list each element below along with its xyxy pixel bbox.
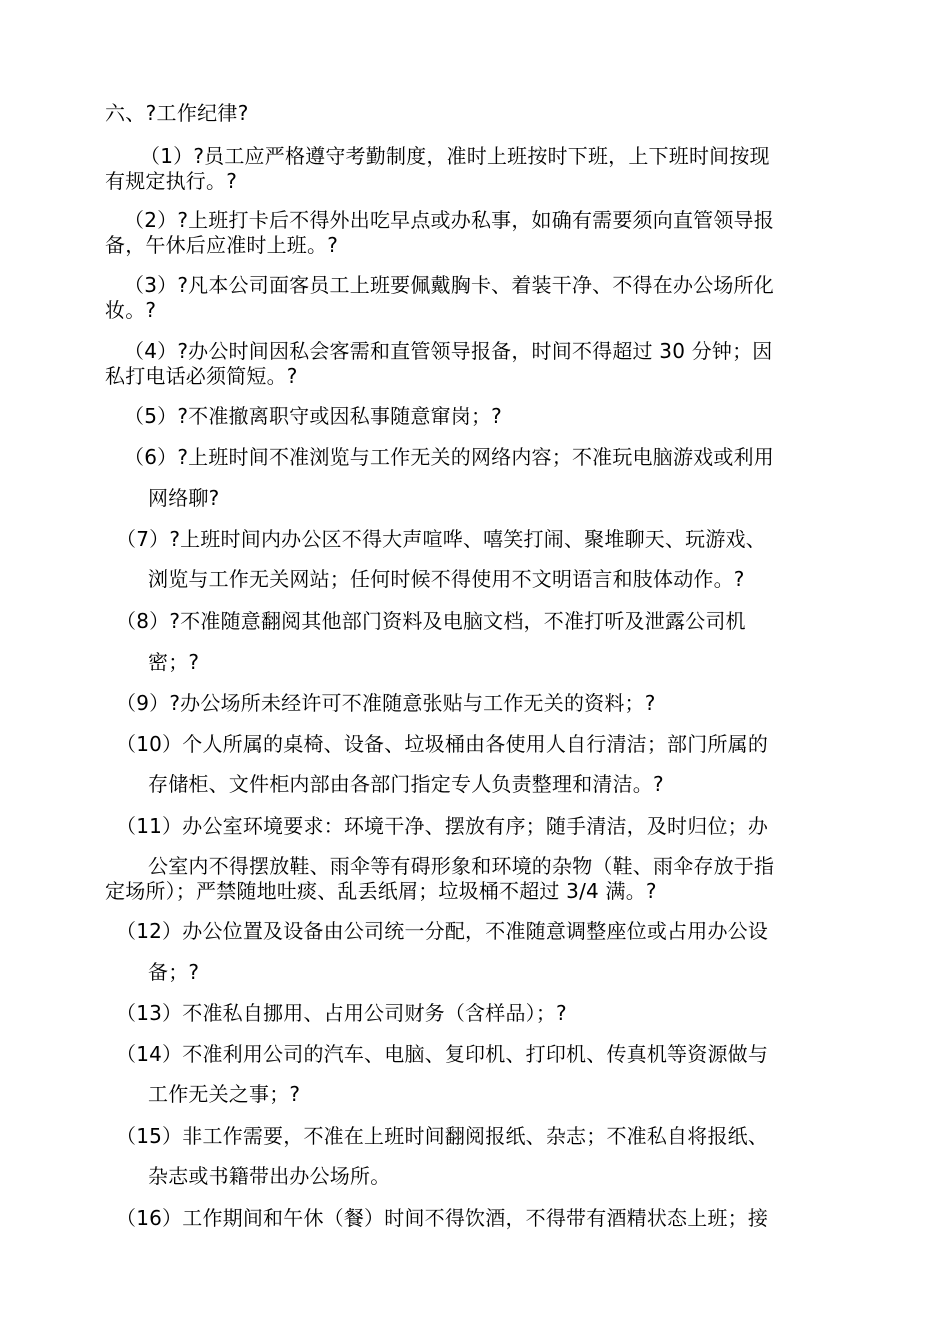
rule-13: （13）不准私自挪用、占用公司财务（含样品）；? xyxy=(116,1001,567,1025)
rule-11-line-1: （11）办公室环境要求：环境干净、摆放有序；随手清洁，及时归位；办 xyxy=(116,814,769,838)
rule-4-line-2: 私打电话必须简短。? xyxy=(105,364,298,388)
rule-9: （9）?办公场所未经许可不准随意张贴与工作无关的资料；? xyxy=(116,691,656,715)
rule-3-line-1: （3）?凡本公司面客员工上班要佩戴胸卡、着装干净、不得在办公场所化 xyxy=(124,273,774,297)
rule-4-line-1: （4）?办公时间因私会客需和直管领导报备，时间不得超过 30 分钟；因 xyxy=(124,339,773,363)
rule-12-line-1: （12）办公位置及设备由公司统一分配，不准随意调整座位或占用办公设 xyxy=(116,919,769,943)
rule-7-line-2: 浏览与工作无关网站；任何时候不得使用不文明语言和肢体动作。? xyxy=(148,567,745,591)
rule-2-line-2: 备，午休后应准时上班。? xyxy=(105,233,339,257)
rule-6-line-2: 网络聊? xyxy=(148,486,220,510)
rule-2-line-1: （2）?上班打卡后不得外出吃早点或办私事，如确有需要须向直管领导报 xyxy=(124,208,774,232)
rule-8-line-1: （8）?不准随意翻阅其他部门资料及电脑文档，不准打听及泄露公司机 xyxy=(116,609,746,633)
rule-14-line-1: （14）不准利用公司的汽车、电脑、复印机、打印机、传真机等资源做与 xyxy=(116,1042,769,1066)
rule-10-line-1: （10）个人所属的桌椅、设备、垃圾桶由各使用人自行清洁；部门所属的 xyxy=(116,732,769,756)
rule-6-line-1: （6）?上班时间不准浏览与工作无关的网络内容；不准玩电脑游戏或利用 xyxy=(124,445,774,469)
rule-7-line-1: （7）?上班时间内办公区不得大声喧哗、嘻笑打闹、聚堆聊天、玩游戏、 xyxy=(116,527,766,551)
rule-8-line-2: 密；? xyxy=(148,650,200,674)
rule-3-line-2: 妆。? xyxy=(105,298,157,322)
section-title: 六、?工作纪律? xyxy=(105,101,249,125)
rule-15-line-1: （15）非工作需要，不准在上班时间翻阅报纸、杂志；不准私自将报纸、 xyxy=(116,1124,769,1148)
rule-12-line-2: 备；? xyxy=(148,960,200,984)
rule-5: （5）?不准撤离职守或因私事随意窜岗；? xyxy=(124,404,502,428)
rule-1-line-1: （1）?员工应严格遵守考勤制度，准时上班按时下班，上下班时间按现 xyxy=(140,144,770,168)
rule-14-line-2: 工作无关之事；? xyxy=(148,1082,301,1106)
rule-1-line-2: 有规定执行。? xyxy=(105,169,238,193)
rule-11-line-2: 公室内不得摆放鞋、雨伞等有碍形象和环境的杂物（鞋、雨伞存放于指 xyxy=(148,854,775,878)
rule-15-line-2: 杂志或书籍带出办公场所。 xyxy=(148,1164,391,1188)
rule-11-line-3: 定场所）；严禁随地吐痰、乱丢纸屑；垃圾桶不超过 3/4 满。? xyxy=(105,879,657,903)
rule-10-line-2: 存储柜、文件柜内部由各部门指定专人负责整理和清洁。? xyxy=(148,772,664,796)
rule-16-line-1: （16）工作期间和午休（餐）时间不得饮酒，不得带有酒精状态上班；接 xyxy=(116,1206,769,1230)
